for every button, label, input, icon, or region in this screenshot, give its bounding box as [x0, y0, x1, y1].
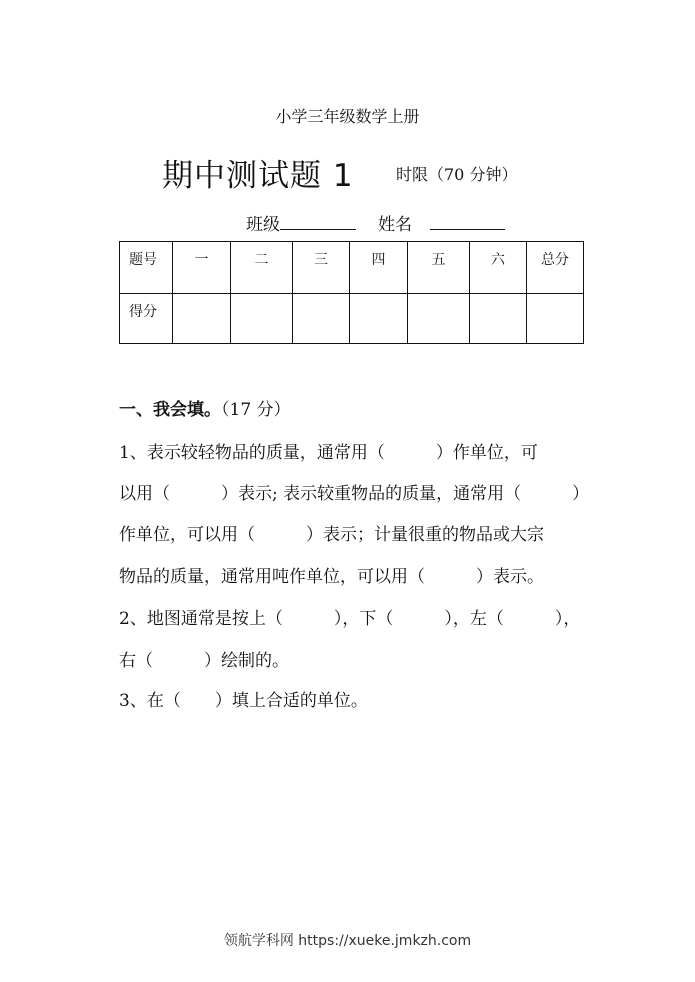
exam-subtitle: 小学三年级数学上册 [275, 107, 420, 126]
score-table-score-row [120, 294, 584, 344]
column-header: 四 [350, 242, 408, 294]
question-line: 以用（ ）表示; 表示较重物品的质量，通常用（ ） [119, 484, 590, 504]
question-line: 物品的质量，通常用吨作单位，可以用（ ）表示。 [119, 567, 544, 587]
footer-watermark: 领航学科网 https://xueke.jmkzh.com [223, 933, 472, 949]
question-line: 1、表示较轻物品的质量，通常用（ ）作单位，可 [119, 443, 538, 463]
column-header: 六 [470, 242, 527, 294]
class-blank[interactable] [280, 213, 356, 230]
score-cell[interactable] [293, 294, 350, 344]
section-points: （17 分） [221, 400, 291, 420]
score-cell[interactable] [470, 294, 527, 344]
row-label-score: 得分 [120, 294, 173, 344]
section-heading [119, 395, 291, 420]
title-row [162, 150, 518, 195]
question-line: 2、地图通常是按上（ ），下（ ），左（ ）， [119, 609, 581, 629]
section-title: 一、我会填。 [119, 400, 221, 420]
score-cell[interactable] [527, 294, 584, 344]
column-header: 三 [293, 242, 350, 294]
score-cell[interactable] [350, 294, 408, 344]
name-label: 姓名 [378, 215, 412, 235]
name-blank[interactable] [430, 213, 505, 230]
column-header: 一 [173, 242, 231, 294]
score-cell[interactable] [173, 294, 231, 344]
exam-title: 期中测试题 1 [162, 158, 354, 194]
score-table-header-row [120, 242, 584, 294]
score-cell[interactable] [408, 294, 470, 344]
column-header: 总分 [527, 242, 584, 294]
score-table [119, 241, 584, 344]
question-line: 右（ ）绘制的。 [119, 651, 289, 671]
time-limit: 时限（70 分钟） [396, 165, 518, 184]
column-header: 五 [408, 242, 470, 294]
student-info [246, 210, 505, 235]
class-label: 班级 [246, 215, 280, 235]
score-cell[interactable] [231, 294, 293, 344]
column-header: 二 [231, 242, 293, 294]
question-line: 作单位，可以用（ ）表示；计量很重的物品或大宗 [119, 525, 544, 545]
row-label-question: 题号 [120, 242, 173, 294]
question-line: 3、在（ ）填上合适的单位。 [119, 691, 368, 711]
